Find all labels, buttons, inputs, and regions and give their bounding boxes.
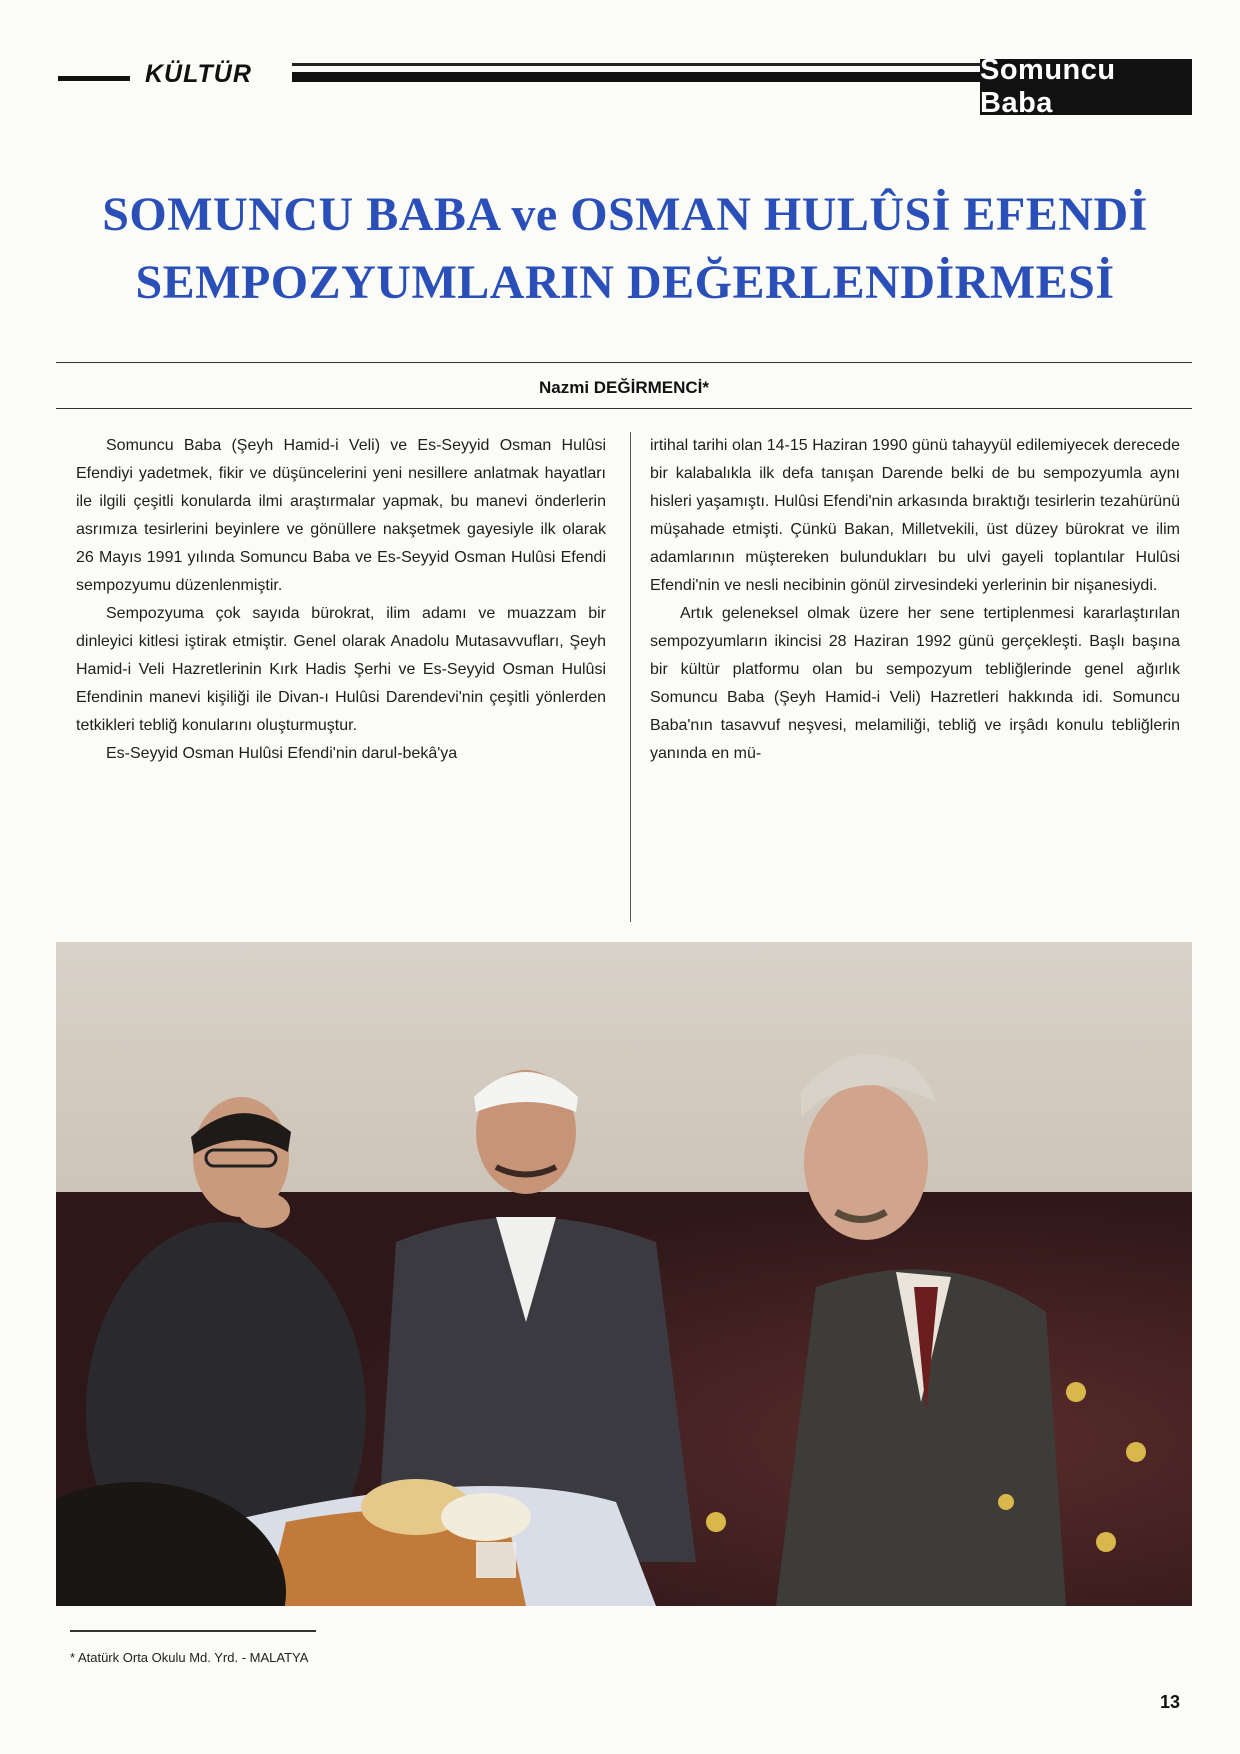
byline-rule-top: [56, 362, 1192, 363]
magazine-brand-label: Somuncu Baba: [980, 59, 1192, 115]
body-column-left: [76, 432, 606, 768]
author-byline: Nazmi DEĞİRMENCİ*: [538, 378, 710, 397]
section-label: KÜLTÜR: [145, 60, 252, 88]
byline-rule-bottom: [56, 408, 1192, 409]
footnote: * Atatürk Orta Okulu Md. Yrd. - MALATYA: [70, 1650, 309, 1665]
paragraph: irtihal tarihi olan 14-15 Haziran 1990 günü tahayyül edilemiyecek derecede bir kalabalıkla ilk defa tanışan Darende belki de bu sempozyumla aynı hisleri yaşamıştı. Hulûsi Efendi'nin arkasında bıraktığı tesirlerin tezahürünü müşahade etmişti. Çünkü Bakan, Milletvekili, üst düzey bürokrat ve ilim adamlarının müştereken bulundukları bu ulvi gayeli toplantılar Hulûsi Efendi'nin ve nesli necibinin gönül zirvesindeki yerlerinin bir nişanesiydi.: [650, 437, 1180, 594]
article-photo: [56, 942, 1192, 1606]
header-rule-thick: [292, 72, 982, 82]
article-title-line-1: SOMUNCU BABA ve OSMAN HULÛSİ EFENDİ: [102, 188, 1148, 241]
page-number: 13: [1160, 1692, 1181, 1712]
paragraph: Es-Seyyid Osman Hulûsi Efendi'nin darul-bekâ'ya: [106, 745, 458, 762]
column-divider: [630, 432, 631, 922]
footnote-rule: [70, 1630, 316, 1632]
paragraph: Artık geleneksel olmak üzere her sene tertiplenmesi kararlaştırılan sempozyumların ikincisi 28 Haziran 1992 günü gerçekleşti. Başlı başına bir kültür platformu olan bu sempozyum tebliğlerinde genel ağırlık Somuncu Baba (Şeyh Hamid-i Veli) Hazretleri hakkında idi. Somuncu Baba'nın tasavvuf neşvesi, melamiliği, tebliğ ve irşâdı konulu tebliğlerin yanında en mü-: [650, 605, 1180, 762]
paragraph: Somuncu Baba (Şeyh Hamid-i Veli) ve Es-Seyyid Osman Hulûsi Efendiyi yadetmek, fikir ve düşüncelerini yeni nesillere anlatmak hayatları ile ilgili çeşitli konularda ilmi araştırmalar yapmak, bu manevi önderlerin asrımıza tesirlerini beyinlere ve gönüllere nakşetmek gayesiyle ilk olarak 26 Mayıs 1991 yılında Somuncu Baba ve Es-Seyyid Osman Hulûsi Efendi sempozyumu düzenlenmiştir.: [76, 437, 606, 594]
photo-illustration: [56, 942, 1192, 1606]
header-rule-thin: [292, 63, 982, 66]
paragraph: Sempozyuma çok sayıda bürokrat, ilim adamı ve muazzam bir dinleyici kitlesi iştirak etmiştir. Genel olarak Anadolu Mutasavvufları, Şeyh Hamid-i Veli Hazretlerinin Kırk Hadis Şerhi ve Es-Seyyid Osman Hulûsi Efendinin manevi kişiliği ile Divan-ı Hulûsi Darendevi'nin çeşitli yönlerden tetkikleri tebliğ konularını oluşturmuştur.: [76, 605, 606, 734]
article-title-line-2: SEMPOZYUMLARIN DEĞERLENDİRMESİ: [135, 256, 1115, 309]
body-column-right: [650, 432, 1180, 768]
header-rule-left: [58, 76, 130, 81]
